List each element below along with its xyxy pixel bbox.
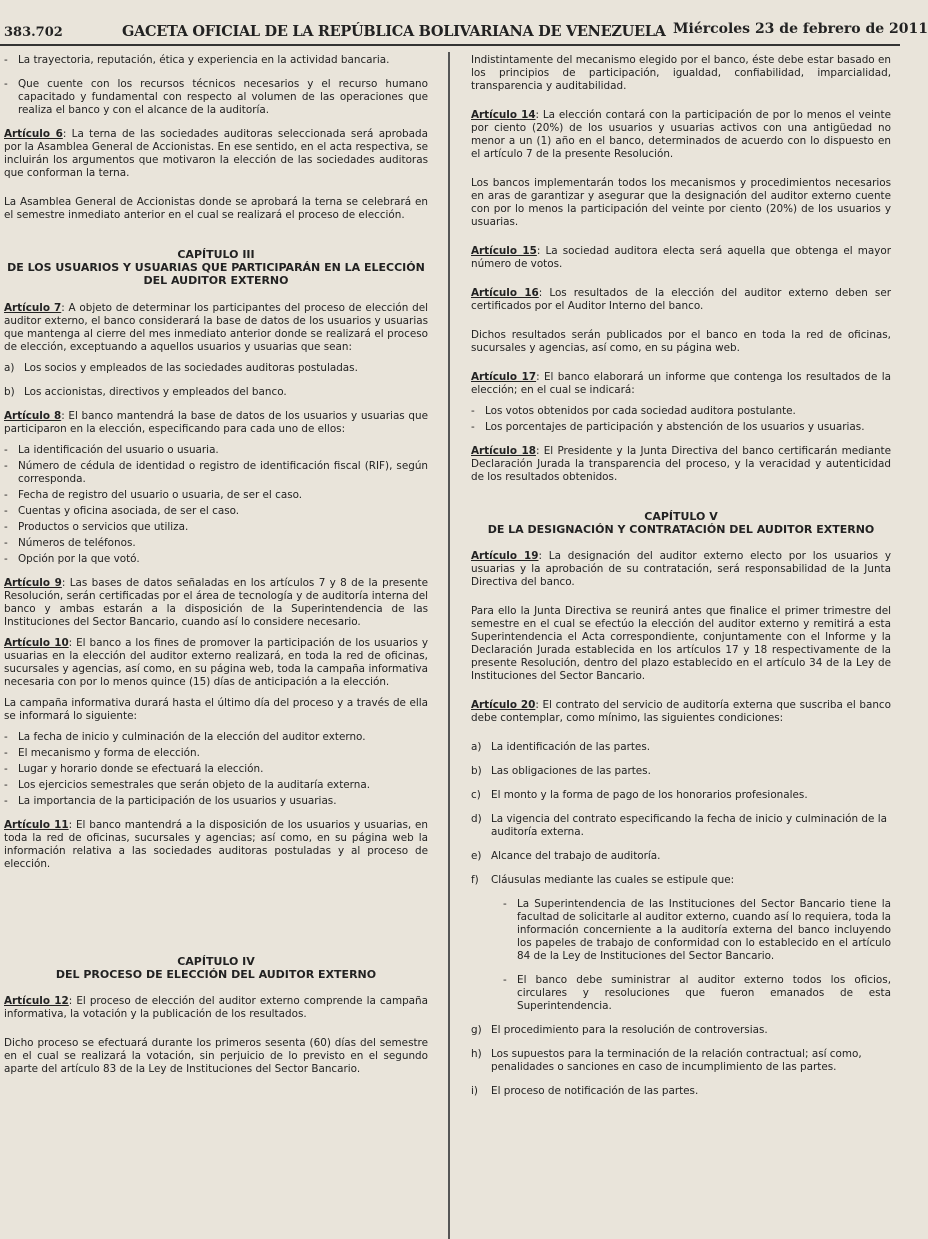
list-item: e) Alcance del trabajo de auditoría. <box>471 850 661 863</box>
header-rule <box>0 44 900 46</box>
article-20: Artículo 20: El contrato del servicio de auditoría externa que suscriba el banco debe contemplar, como mínimo, las siguientes condiciones: <box>471 699 891 725</box>
page-number: 383.702 <box>4 25 63 40</box>
bullet-item: - Número de cédula de identidad o registro de identificación fiscal (RIF), según corresponda. <box>4 459 428 485</box>
bullet-item: - Que cuente con los recursos técnicos necesarios y el recurso humano capacitado y fundamental con respecto al volumen de las operaciones que realiza el banco y con el alcance de la auditoría. <box>4 78 428 116</box>
bullet-item: - Los porcentajes de participación y abstención de los usuarios y usuarias. <box>471 421 865 433</box>
article-16-paragraph: Dichos resultados serán publicados por el banco en toda la red de oficinas, sucursales y agencias, así como, en su página web. <box>471 329 891 354</box>
article-12: Artículo 12: El proceso de elección del auditor externo comprende la campaña informativa, la votación y la publicación de los resultados. <box>4 994 429 1020</box>
article-8: Artículo 8: El banco mantendrá la base de datos de los usuarios y usuarias que participaron en la elección, especificando para cada uno de ellos: <box>4 409 428 435</box>
article-12-paragraph: Dicho proceso se efectuará durante los primeros sesenta (60) días del semestre en el cual se realizará la votación, sin perjuicio de lo previsto en el segundo aparte del artículo 83 de la Ley de Instituciones del Sector Bancario. <box>4 1036 428 1075</box>
right-column <box>471 54 891 1109</box>
bullet-item: - El mecanismo y forma de elección. <box>4 746 200 759</box>
sub-bullet-item: - El banco debe suministrar al auditor externo todos los oficios, circulares y resoluciones que fueron emanados de esta Superintendencia. <box>503 974 891 1013</box>
issue-date: Miércoles 23 de febrero de 2011 <box>673 21 928 37</box>
bullet-item: - Lugar y horario donde se efectuará la elección. <box>4 762 264 775</box>
column-divider <box>448 52 450 1239</box>
article-14: Artículo 14: La elección contará con la participación de por lo menos el veinte por ciento (20%) de los usuarios y usuarias activos con una antigüedad no menor a un (1) año en el banco, determinados de acuerdo con lo dispuesto en el artículo 7 de la presente Resolución. <box>471 109 891 160</box>
article-10-paragraph: La campaña informativa durará hasta el último día del proceso y a través de ella se informará lo siguiente: <box>4 696 428 722</box>
list-item: h) Los supuestos para la terminación de la relación contractual; así como, penalidades o sanciones en caso de incumplimiento de las partes. <box>471 1048 862 1074</box>
gazette-title: GACETA OFICIAL DE LA REPÚBLICA BOLIVARIANA DE VENEZUELA <box>122 23 666 40</box>
list-item: i) El proceso de notificación de las partes. <box>471 1085 699 1098</box>
bullet-item: - Los votos obtenidos por cada sociedad auditora postulante. <box>471 405 796 417</box>
article-6-paragraph: La Asamblea General de Accionistas donde se aprobará la terna se celebrará en el semestre inmediato anterior en el cual se realizará el proceso de elección. <box>4 196 428 221</box>
list-item: f) Cláusulas mediante las cuales se estipule que: <box>471 874 735 887</box>
bullet-item: - Opción por la que votó. <box>4 552 140 565</box>
article-16: Artículo 16: Los resultados de la elección del auditor externo deben ser certificados por el Auditor Interno del banco. <box>471 287 891 312</box>
article-17: Artículo 17: El banco elaborará un informe que contenga los resultados de la elección; en el cual se indicará: <box>471 371 891 396</box>
list-item: a) Los socios y empleados de las sociedades auditoras postuladas. <box>4 361 358 374</box>
article-14-paragraph: Los bancos implementarán todos los mecanismos y procedimientos necesarios en aras de garantizar y asegurar que la designación del auditor externo cuente con por lo menos la participación del veinte por ciento (20%) de los usuarios y usuarias. <box>471 177 891 228</box>
article-13-continuation: Indistintamente del mecanismo elegido por el banco, éste debe estar basado en los principios de participación, igualdad, confiabilidad, imparcialidad, transparencia y auditabilidad. <box>471 54 891 92</box>
article-15: Artículo 15: La sociedad auditora electa será aquella que obtenga el mayor número de votos. <box>471 245 891 270</box>
bullet-item: - Cuentas y oficina asociada, de ser el caso. <box>4 504 240 517</box>
article-9: Artículo 9: Las bases de datos señaladas en los artículos 7 y 8 de la presente Resolución, serán certificadas por el área de tecnología y de auditoría interna del banco y ambas estarán a la disposición de la Superintendencia de las Instituciones del Sector Bancario, cuando así lo considere necesario. <box>4 576 428 628</box>
page-header <box>0 0 928 40</box>
article-10: Artículo 10: El banco a los fines de promover la participación de los usuarios y usuarias en la elección del auditor externo realizará, en toda la red de oficinas, sucursales y agencias, así como, en su página web, toda la campaña informativa necesaria con por lo menos quince (15) días de anticipación a la elección. <box>4 636 428 688</box>
list-item: g) El procedimiento para la resolución de controversias. <box>471 1024 768 1037</box>
list-item: b) Las obligaciones de las partes. <box>471 765 651 778</box>
article-11: Artículo 11: El banco mantendrá a la disposición de los usuarios y usuarias, en toda la red de oficinas, sucursales y agencias; así como, en su página web la información relativa a las sociedades auditoras postuladas y al proceso de elección. <box>4 818 429 870</box>
bullet-item: - Los ejercicios semestrales que serán objeto de la auditaría externa. <box>4 778 371 791</box>
bullet-item: - La identificación del usuario o usuaria. <box>4 443 219 456</box>
chapter-3-heading: CAPÍTULO III DE LOS USUARIOS Y USUARIAS QUE PARTICIPARÁN EN LA ELECCIÓN DEL AUDITOR EXTERNO <box>7 248 425 288</box>
left-column <box>4 54 428 1084</box>
bullet-item: - Productos o servicios que utiliza. <box>4 520 189 533</box>
chapter-4-heading: CAPÍTULO IV DEL PROCESO DE ELECCIÓN DEL AUDITOR EXTERNO <box>55 954 377 981</box>
article-7: Artículo 7: A objeto de determinar los participantes del proceso de elección del auditor externo, el banco considerará la base de datos de los usuarios y usuarias que mantenga al cierre del mes inmediato anterior donde se realizará el proceso de elección, exceptuando a aquellos usuarios y usuarias que sean: <box>4 301 428 353</box>
sub-bullet-item: - La Superintendencia de las Instituciones del Sector Bancario tiene la facultad de solicitarle al auditor externo, cuando así lo requiera, toda la información concerniente a la auditoría externa del banco incluyendo los papeles de trabajo de conformidad con lo establecido en el artículo 84 de la Ley de Instituciones del Sector Bancario. <box>503 898 891 963</box>
article-19-paragraph: Para ello la Junta Directiva se reunirá antes que finalice el primer trimestre del semestre en el cual se efectúo la elección del auditor externo y remitirá a esta Superintendencia el Acta correspondiente, conjuntamente con el Informe y la Declaración Jurada establecida en los artículos 17 y 18 respectivamente de la presente Resolución, dentro del plazo establecido en el artículo 34 de la Ley de Instituciones del Sector Bancario. <box>471 605 891 683</box>
bullet-item: - Fecha de registro del usuario o usuaria, de ser el caso. <box>4 488 303 501</box>
chapter-5-heading: CAPÍTULO V DE LA DESIGNACIÓN Y CONTRATACIÓN DEL AUDITOR EXTERNO <box>487 510 875 537</box>
article-18: Artículo 18: El Presidente y la Junta Directiva del banco certificarán mediante Declaración Jurada la transparencia del proceso, y la veracidad y autenticidad de los resultados obtenidos. <box>471 445 891 483</box>
list-item: c) El monto y la forma de pago de los honorarios profesionales. <box>471 789 808 802</box>
list-item: a) La identificación de las partes. <box>471 741 651 754</box>
bullet-item: - Números de teléfonos. <box>4 536 136 549</box>
bullet-item: - La importancia de la participación de los usuarios y usuarias. <box>4 794 337 807</box>
article-19: Artículo 19: La designación del auditor externo electo por los usuarios y usuarias y la aprobación de su contratación, será responsabilidad de la Junta Directiva del banco. <box>471 550 891 589</box>
list-item: b) Los accionistas, directivos y empleados del banco. <box>4 385 287 398</box>
article-6: Artículo 6: La terna de las sociedades auditoras seleccionada será aprobada por la Asamblea General de Accionistas. En ese sentido, en el acta respectiva, se incluirán los argumentos que motivaron la elección de las sociedades auditoras que conforman la terna. <box>4 128 428 179</box>
bullet-item: - La trayectoria, reputación, ética y experiencia en la actividad bancaria. <box>4 54 390 66</box>
list-item: d) La vigencia del contrato especificando la fecha de inicio y culminación de la auditoría externa. <box>471 813 887 839</box>
bullet-item: - La fecha de inicio y culminación de la elección del auditor externo. <box>4 730 366 743</box>
